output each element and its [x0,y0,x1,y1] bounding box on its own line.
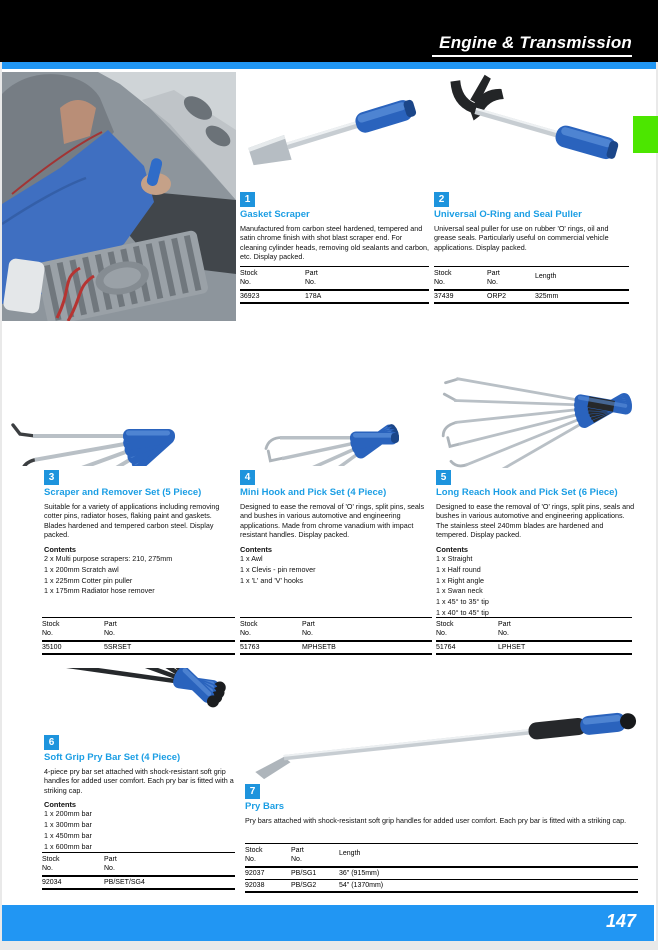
part-no-header: Part No. [302,621,315,638]
contents-label: Contents [44,544,77,554]
product-image-mini-pick-set [240,340,430,466]
mechanic-photo [2,72,236,321]
contents-label: Contents [44,800,77,810]
contents-label: Contents [240,544,273,554]
part-no-header: Part No. [104,856,117,873]
part-no-value: PB/SG2 [291,882,317,890]
contents-item: 1 x Swan neck [436,586,483,596]
contents-item: 1 x Awl [240,553,263,563]
stock-no-value: 51764 [436,644,456,652]
product-number-badge: 6 [44,735,59,750]
product-description: Manufactured from carbon steel hardened, tempered and satin chrome finish with shot blast scraper end. For cleaning cylinder heads, removing old sealants and carbon, etc. Display packed. [240,223,429,262]
bottom-strip [0,941,658,950]
spec-table [42,617,235,655]
product-description: Universal seal puller for use on rubber 'O' rings, oil and grease seals. Particularly useful on commercial vehicle applications. Display packed. [434,223,609,252]
product-image-scraper-set [5,338,233,466]
spec-table [436,617,632,655]
length-value: 325mm [535,293,559,301]
contents-item: 1 x 200mm Scratch awl [44,564,119,574]
part-no-value: 5SRSET [104,644,132,652]
stock-no-value: 35100 [42,644,62,652]
contents-item: 1 x 200mm bar [44,809,92,819]
part-no-header: Part No. [291,847,304,864]
length-header: Length [535,273,557,280]
section-tab-green [633,116,658,153]
length-value: 36" (915mm) [339,870,380,878]
product-number-badge: 3 [44,470,59,485]
accent-bar [0,62,658,69]
contents-item: 1 x 'L' and 'V' hooks [240,575,304,585]
product-title: Scraper and Remover Set (5 Piece) [44,487,202,498]
product-card-2 [434,192,630,252]
stock-no-header: Stock No. [240,270,258,287]
product-description: 4-piece pry bar set attached with shock-resistant soft grip handles for added user comfort. Each pry bar is fitted with a striking cap. [44,766,234,795]
part-no-value: PB/SG1 [291,870,317,878]
stock-no-value: 36923 [240,293,260,301]
stock-no-value: 92038 [245,882,265,890]
part-no-header: Part No. [104,621,117,638]
length-header: Length [339,850,361,857]
product-title: Mini Hook and Pick Set (4 Piece) [240,487,387,498]
spec-table [240,266,429,304]
contents-item: 1 x 40° to 45° tip [436,607,489,617]
part-no-value: MPHSETB [302,644,336,652]
product-number-badge: 4 [240,470,255,485]
spec-table [42,852,235,890]
contents-item: 1 x 600mm bar [44,841,92,851]
product-card-6 [44,735,234,853]
page-title: Engine & Transmission [439,33,632,52]
product-description: Designed to ease the removal of 'O' rings, split pins, seals and bushes in various automotive and engineering applications. Made from chrome vanadium with impact resistant handles. Display packed. [240,501,425,540]
contents-item: 1 x 225mm Cotter pin puller [44,575,133,585]
part-no-value: ORP2 [487,293,507,301]
stock-no-value: 51763 [240,644,260,652]
part-no-value: PB/SET/SG4 [104,879,145,887]
part-no-value: 178A [305,293,322,301]
product-number-badge: 5 [436,470,451,485]
product-card-1 [240,192,430,262]
contents-item: 1 x Right angle [436,575,484,585]
product-image-pry-bar [245,676,643,784]
product-card-3 [44,470,234,597]
product-image-gasket-scraper [240,74,430,188]
product-card-7 [245,784,643,825]
contents-item: 2 x Multi purpose scrapers: 210, 275mm [44,553,173,563]
title-underline [432,55,632,57]
contents-item: 1 x 300mm bar [44,820,92,830]
stock-no-value: 92034 [42,879,62,887]
stock-no-header: Stock No. [42,621,60,638]
product-number-badge: 2 [434,192,449,207]
contents-item: 1 x 450mm bar [44,831,92,841]
product-number-badge: 7 [245,784,260,799]
product-card-4 [240,470,432,586]
spec-table [434,266,629,304]
part-no-value: LPHSET [498,644,526,652]
product-title: Soft Grip Pry Bar Set (4 Piece) [44,752,181,763]
stock-no-value: 37439 [434,293,454,301]
product-title: Universal O-Ring and Seal Puller [434,209,582,220]
length-value: 54" (1370mm) [339,882,384,890]
part-no-header: Part No. [487,270,500,287]
product-number-badge: 1 [240,192,255,207]
product-image-seal-puller [434,74,630,188]
product-card-5 [436,470,636,619]
spec-table [245,843,638,893]
product-description: Designed to ease the removal of 'O' rings, split pins, seals and bushes in various automotive and engineering applications. The stainless steel 240mm blades are hardened and tempered. Display packed. [436,501,635,540]
product-title: Pry Bars [245,801,285,812]
part-no-header: Part No. [305,270,318,287]
stock-no-header: Stock No. [245,847,263,864]
stock-no-header: Stock No. [436,621,454,638]
page-number: 147 [605,911,636,931]
stock-no-header: Stock No. [434,270,452,287]
contents-label: Contents [436,544,469,554]
part-no-header: Part No. [498,621,511,638]
product-description: Pry bars attached with shock-resistant soft grip handles for added user comfort. Each pry bar is fitted with a striking cap. [245,815,627,825]
stock-no-header: Stock No. [240,621,258,638]
product-description: Suitable for a variety of applications including removing cotter pins, radiator hoses, flaking paint and gaskets. Blades hardened and tempered carbon steel. Display packed. [44,501,220,540]
contents-item: 1 x Straight [436,553,473,563]
product-title: Gasket Scraper [240,209,310,220]
stock-no-value: 92037 [245,870,265,878]
product-image-long-pick-set [434,338,640,468]
contents-item: 1 x 175mm Radiator hose remover [44,586,155,596]
contents-item: 1 x 45° to 35° tip [436,597,489,607]
contents-item: 1 x Clevis - pin remover [240,564,316,574]
spec-table [240,617,432,655]
product-title: Long Reach Hook and Pick Set (6 Piece) [436,487,618,498]
stock-no-header: Stock No. [42,856,60,873]
contents-item: 1 x Half round [436,564,481,574]
footer-bar [2,905,654,941]
